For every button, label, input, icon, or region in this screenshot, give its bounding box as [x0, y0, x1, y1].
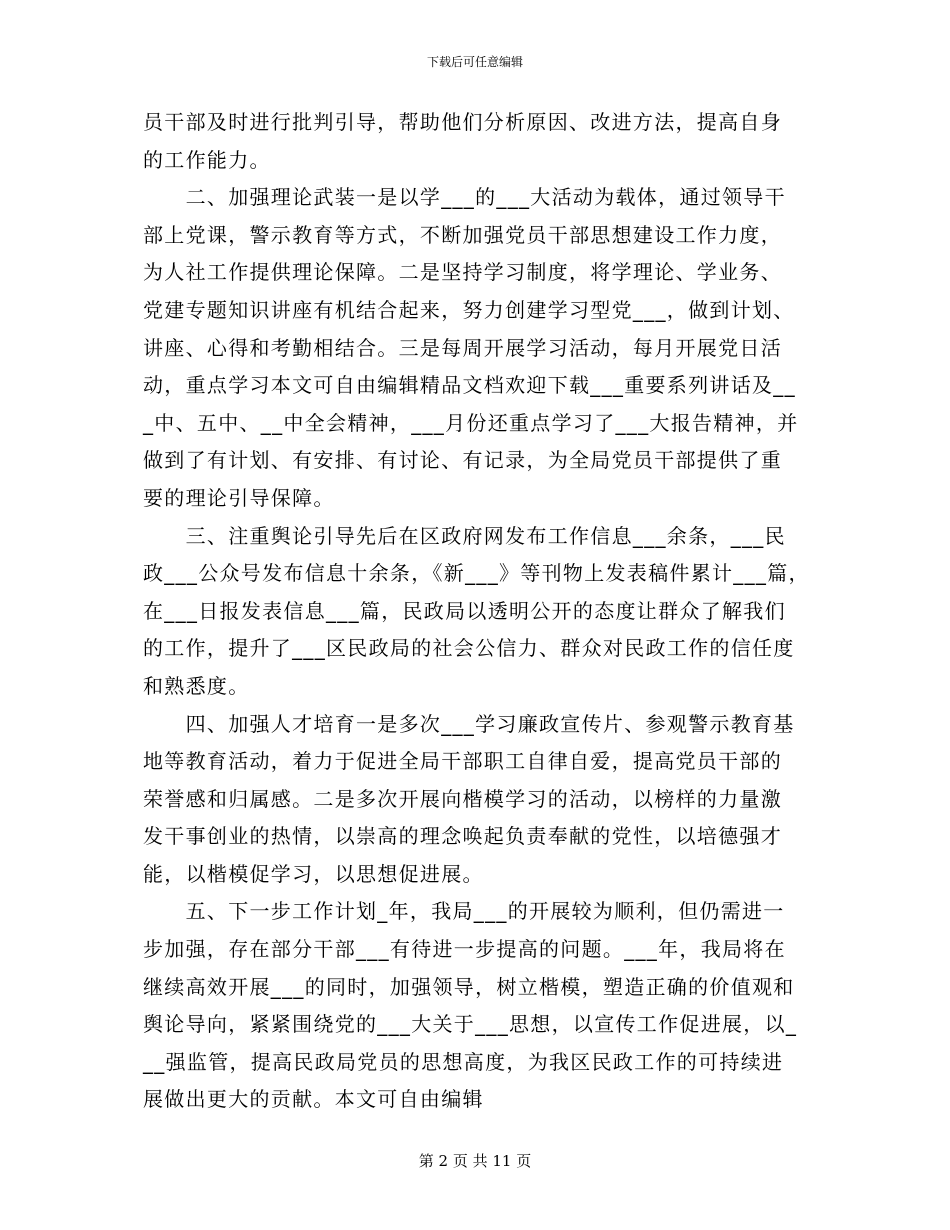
document-body [143, 104, 810, 1119]
body-line: 三、注重舆论引导先后在区政府网发布工作信息___余条，___民 [143, 523, 786, 548]
body-line: 二、加强理论武装一是以学___的___大活动为载体，通过领导干 [143, 185, 786, 210]
body-line: 继续高效开展___的同时，加强领导，树立楷模，塑造正确的价值观和 [143, 974, 795, 999]
body-line: 和熟悉度。 [143, 673, 250, 698]
body-line: 步加强，存在部分干部___有待进一步提高的问题。___年，我局将在 [143, 937, 786, 962]
body-line: 要的理论引导保障。 [143, 485, 335, 510]
page-header: 下载后可任意编辑 [426, 55, 523, 69]
page-number: 第 2 页 共 11 页 [418, 1152, 532, 1170]
body-line: 荣誉感和归属感。二是多次开展向楷模学习的活动，以榜样的力量激 [143, 786, 782, 811]
body-line: 讲座、心得和考勤相结合。三是每周开展学习活动，每月开展党日活 [143, 335, 782, 360]
body-line: 的工作，提升了___区民政局的社会公信力、群众对民政工作的信任度 [143, 636, 795, 661]
body-line: 发干事创业的热情，以崇高的理念唤起负责奉献的党性，以培德强才 [143, 824, 782, 849]
body-line: 政___公众号发布信息十余条，《新___》等刊物上发表稿件累计___篇， [143, 561, 810, 586]
body-line: 动，重点学习本文可自由编辑精品文档欢迎下载___重要系列讲话及__ [143, 373, 796, 398]
body-line: 能，以楷模促学习，以思想促进展。 [143, 861, 484, 886]
body-line: 员干部及时进行批判引导，帮助他们分析原因、改进方法，提高自身 [143, 110, 782, 134]
body-line: 五、下一步工作计划_年，我局___的开展较为顺利，但仍需进一 [143, 899, 785, 924]
body-line: _中、五中、__中全会精神，___月份还重点学习了___大报告精神，并 [143, 410, 799, 435]
body-line: 地等教育活动，着力于促进全局干部职工自律自爱，提高党员干部的 [143, 749, 782, 774]
body-line: 部上党课，警示教育等方式，不断加强党员干部思想建设工作力度， [143, 222, 782, 247]
body-line: 在___日报发表信息___篇，民政局以透明公开的态度让群众了解我们 [143, 598, 786, 623]
body-line: 舆论导向，紧紧围绕党的___大关于___思想，以宣传工作促进展，以_ [143, 1012, 798, 1037]
body-line: 党建专题知识讲座有机结合起来，努力创建学习型党___，做到计划、 [143, 297, 795, 322]
body-line: 的工作能力。 [143, 147, 271, 172]
body-line: __强监管，提高民政局党员的思想高度，为我区民政工作的可持续进 [143, 1049, 784, 1074]
body-line: 四、加强人才培育一是多次___学习廉政宣传片、参观警示教育基 [143, 711, 795, 736]
body-line: 展做出更大的贡献。本文可自由编辑 [143, 1087, 484, 1112]
body-line: 为人社工作提供理论保障。二是坚持学习制度，将学理论、学业务、 [143, 260, 782, 285]
body-line: 做到了有计划、有安排、有讨论、有记录，为全局党员干部提供了重 [143, 448, 782, 473]
